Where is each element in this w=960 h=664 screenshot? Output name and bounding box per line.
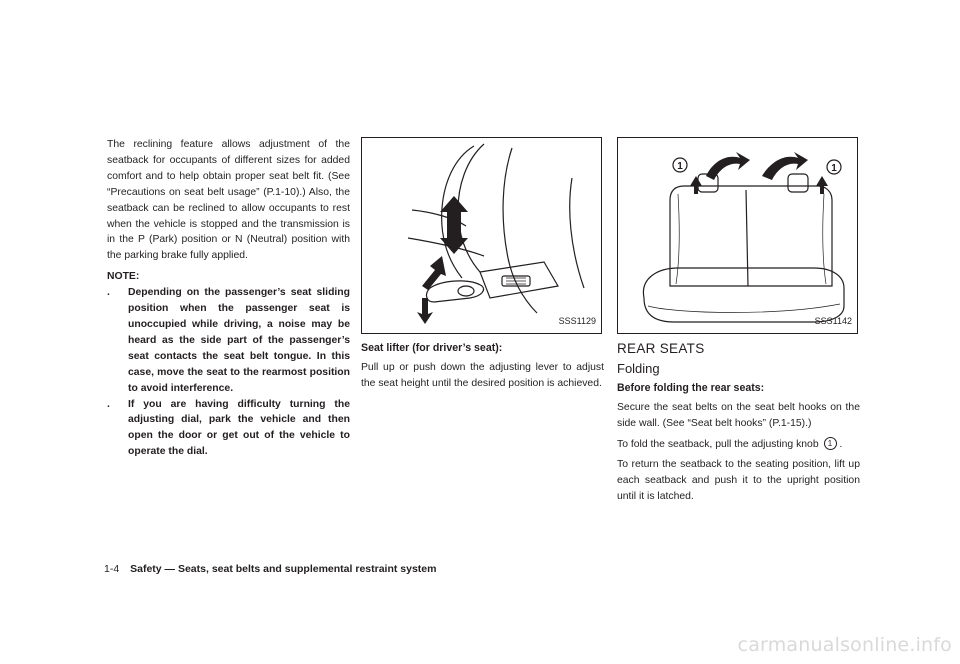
note-list: [107, 285, 350, 460]
watermark: carmanualsonline.info: [737, 634, 952, 656]
folding-heading: Before folding the rear seats:: [617, 381, 765, 394]
chapter-title: Safety — Seats, seat belts and supplemental restraint system: [130, 563, 437, 575]
note-label: NOTE:: [107, 271, 140, 283]
page-footer: [104, 563, 436, 575]
rear-seat-figure: [617, 137, 858, 334]
bullet-marker: .: [107, 398, 110, 410]
fold-paragraph: To fold the seatback, pull the adjusting knob 1 .: [617, 438, 843, 450]
figure-code: SSS1142: [814, 316, 852, 327]
callout-1-right: [827, 160, 841, 174]
seat-lifter-heading: Seat lifter (for driver’s seat):: [361, 342, 503, 354]
knob-callout: 1: [824, 437, 837, 450]
svg-text:1: 1: [677, 161, 683, 172]
right-column: [617, 137, 860, 510]
seat-lifter-paragraph: Pull up or push down the adjusting lever to adjust the seat height until the desired position is achieved.: [361, 361, 604, 389]
callout-1-left: [673, 158, 687, 172]
left-column: [107, 137, 350, 460]
page-number: 1-4: [104, 563, 120, 575]
return-paragraph: To return the seatback to the seating position, lift up each seatback and push it to the upright position until it is latched.: [617, 459, 860, 503]
note-item: . Depending on the passenger’s seat sliding position when the passenger seat is unoccupied while driving, a noise may be heard as the side part of the passenger’s seat contacts the seat belt tongue. In this case, move the seat to the rearmost position to avoid interference.: [107, 287, 350, 394]
rear-seat-illustration: [618, 138, 857, 333]
seat-lifter-figure: [361, 137, 602, 334]
note-item: . If you are having difficulty turning the adjusting dial, park the vehicle and then open the door or get out of the vehicle to operate the dial.: [107, 398, 350, 458]
figure-code: SSS1129: [558, 316, 596, 327]
svg-text:1: 1: [831, 163, 837, 174]
middle-column: [361, 137, 604, 397]
seat-lifter-illustration: [362, 138, 601, 333]
seat-belt-hook-paragraph: Secure the seat belts on the seat belt hooks on the side wall. (See “Seat belt hooks” (P.1-15).): [617, 401, 860, 429]
section-title: REAR SEATS: [617, 341, 705, 356]
reclining-paragraph: The reclining feature allows adjustment of the seatback for occupants of different sizes for added comfort and to help obtain proper seat belt fit. (See “Precautions on seat belt usage” (P.1-10).) Also, the seatback can be reclined to allow occupants to rest when the vehicle is stopped and the transmission is in the P (Park) position or N (Neutral) position with the parking brake fully applied.: [107, 139, 350, 262]
bullet-marker: .: [107, 287, 110, 299]
section-subtitle: Folding: [617, 360, 660, 376]
